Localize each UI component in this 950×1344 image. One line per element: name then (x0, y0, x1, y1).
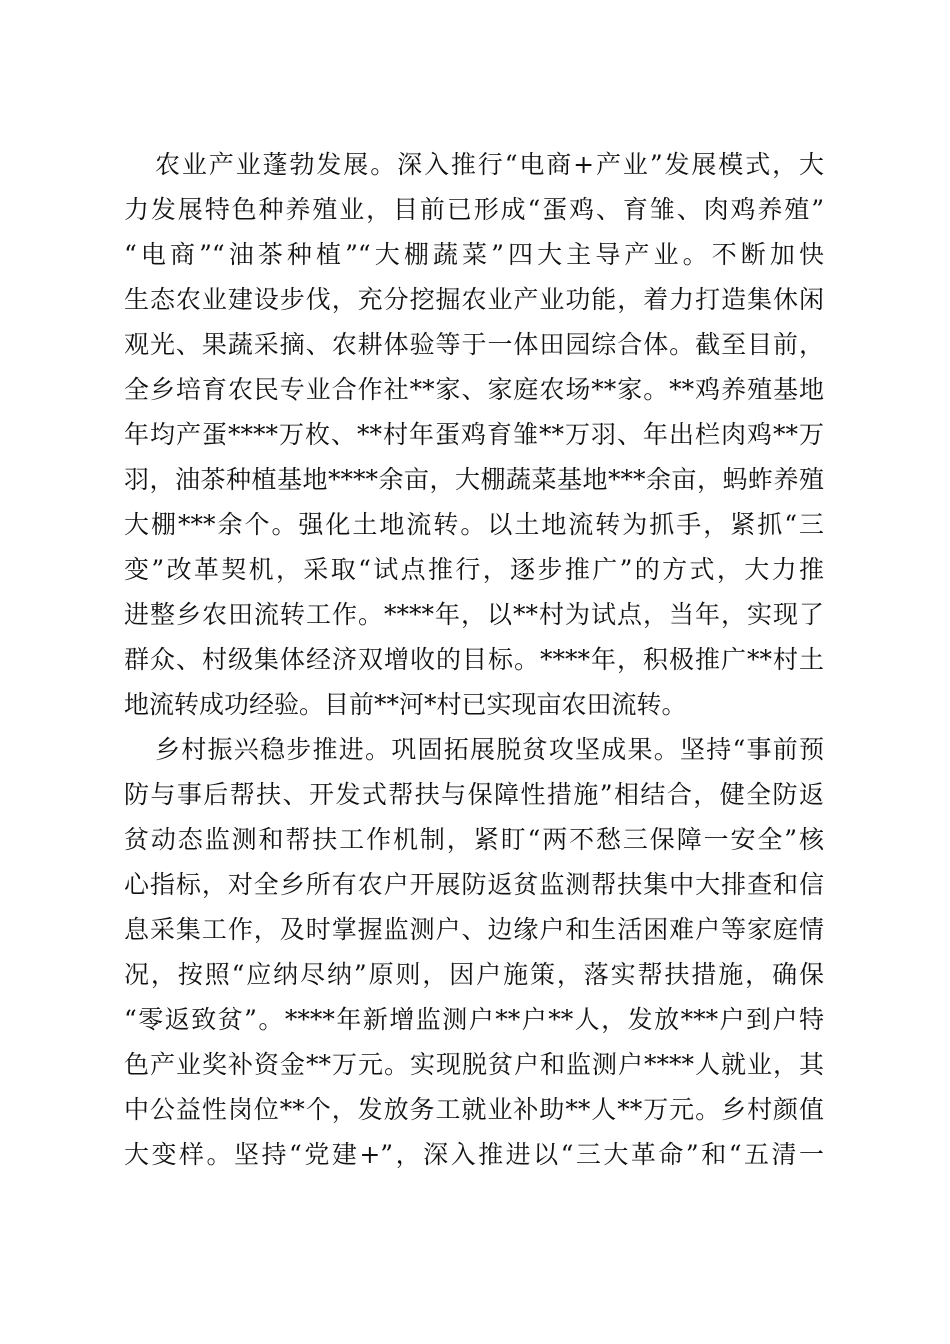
text-line: “电商”“油茶种植”“大棚蔬菜”四大主导产业。不断加快 (124, 240, 824, 269)
text-line: 心指标，对全乡所有农户开展防返贫监测帮扶集中大排查和信 (124, 870, 824, 899)
text-line: 全乡培育农民专业合作社**家、家庭农场**家。**鸡养殖基地 (124, 375, 824, 404)
text-line: 羽，油茶种植基地****余亩，大棚蔬菜基地***余亩，蚂蚱养殖 (124, 465, 824, 494)
text-line: 力发展特色种养殖业，目前已形成“蛋鸡、育雏、肉鸡养殖” (124, 195, 824, 224)
text-line: 年均产蛋****万枚、**村年蛋鸡育雏**万羽、年出栏肉鸡**万 (124, 420, 824, 449)
text-line: 贫动态监测和帮扶工作机制，紧盯“两不愁三保障一安全”核 (124, 825, 824, 854)
text-line: 观光、果蔬采摘、农耕体验等于一体田园综合体。截至目前， (124, 330, 824, 359)
paragraph-rural-revitalization (124, 727, 824, 1177)
text-line: 地流转成功经验。目前**河*村已实现亩农田流转。 (124, 690, 687, 719)
text-line: 大棚***余个。强化土地流转。以土地流转为抓手，紧抓“三 (124, 510, 824, 539)
text-line: 色产业奖补资金**万元。实现脱贫户和监测户****人就业，其 (124, 1050, 824, 1079)
text-line: 息采集工作，及时掌握监测户、边缘户和生活困难户等家庭情 (124, 915, 824, 944)
text-line: 况，按照“应纳尽纳”原则，因户施策，落实帮扶措施，确保 (124, 960, 824, 989)
text-line: 中公益性岗位**个，发放务工就业补助**人**万元。乡村颜值 (124, 1095, 824, 1124)
text-line: 乡村振兴稳步推进。巩固拓展脱贫攻坚成果。坚持“事前预 (155, 735, 824, 764)
text-line: 群众、村级集体经济双增收的目标。****年，积极推广**村土 (124, 645, 824, 674)
text-line: 生态农业建设步伐，充分挖掘农业产业功能，着力打造集休闲 (124, 285, 824, 314)
text-line: 进整乡农田流转工作。****年，以**村为试点，当年，实现了 (124, 600, 824, 629)
document-body (124, 142, 824, 1177)
text-line: 防与事后帮扶、开发式帮扶与保障性措施”相结合，健全防返 (124, 780, 824, 809)
paragraph-agriculture (124, 142, 824, 727)
text-line: 变”改革契机，采取“试点推行，逐步推广”的方式，大力推 (124, 555, 824, 584)
text-line: 大变样。坚持“党建+”，深入推进以“三大革命”和“五清一 (124, 1140, 824, 1169)
text-line: “零返致贫”。****年新增监测户**户**人，发放***户到户特 (124, 1005, 824, 1034)
text-line: 农业产业蓬勃发展。深入推行“电商+产业”发展模式，大 (155, 150, 824, 179)
